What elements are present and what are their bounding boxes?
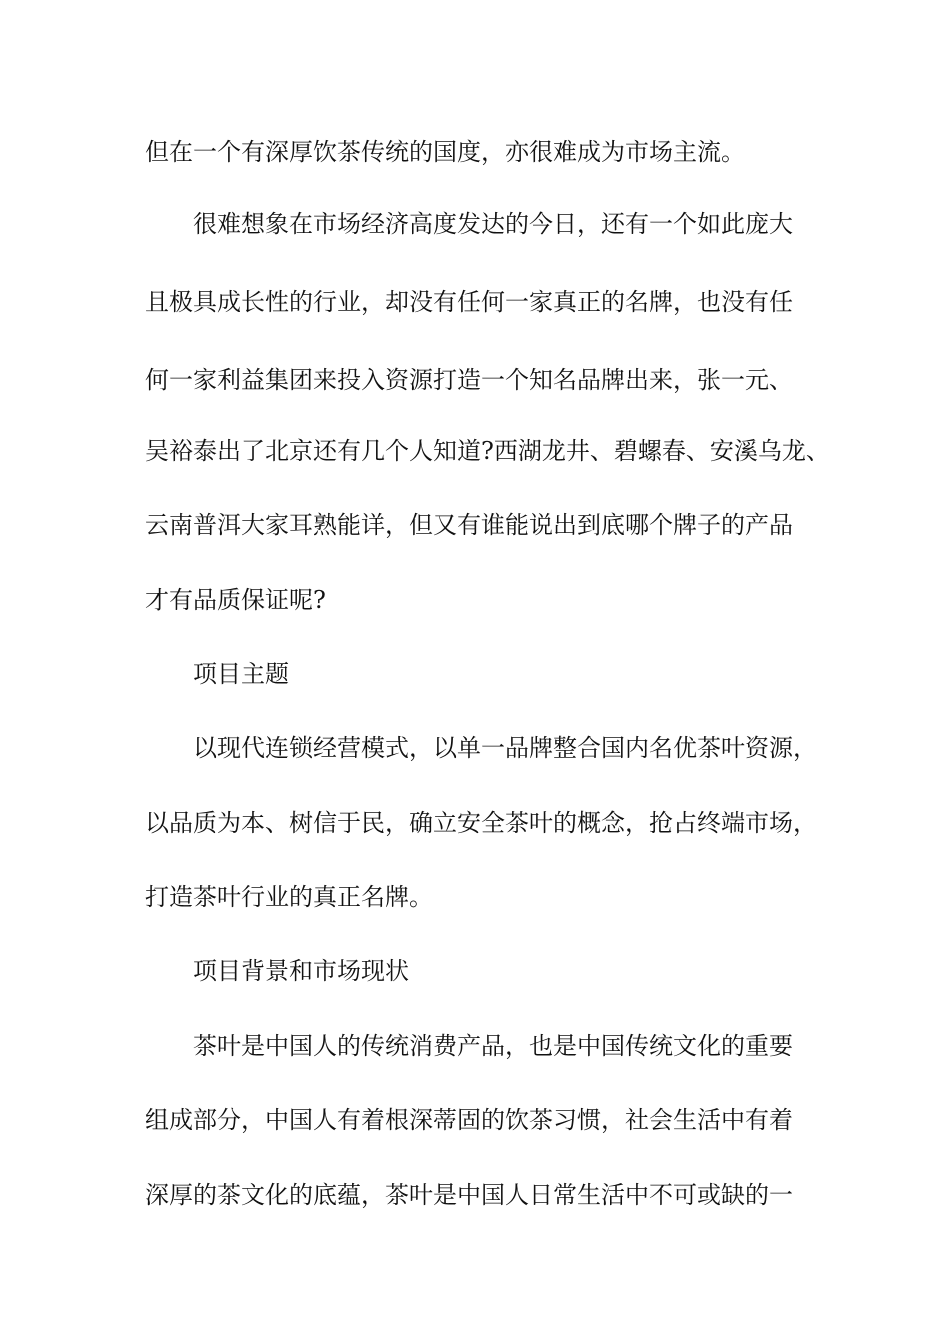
- paragraph-first-line: 很难想象在市场经济高度发达的今日，还有一个如此庞大: [193, 210, 793, 238]
- text-line: 吴裕泰出了北京还有几个人知道?西湖龙井、碧螺春、安溪乌龙、: [145, 437, 830, 465]
- paragraph-first-line: 茶叶是中国人的传统消费产品，也是中国传统文化的重要: [193, 1032, 793, 1060]
- text-line: 打造茶叶行业的真正名牌。: [145, 883, 433, 911]
- section-heading: 项目主题: [193, 660, 289, 688]
- text-line: 才有品质保证呢?: [145, 586, 326, 614]
- text-line: 但在一个有深厚饮茶传统的国度，亦很难成为市场主流。: [145, 138, 745, 166]
- text-line: 何一家利益集团来投入资源打造一个知名品牌出来，张一元、: [145, 366, 793, 394]
- text-line: 且极具成长性的行业，却没有任何一家真正的名牌，也没有任: [145, 288, 793, 316]
- text-line: 以品质为本、树信于民，确立安全茶叶的概念，抢占终端市场，: [145, 809, 817, 837]
- text-line: 云南普洱大家耳熟能详，但又有谁能说出到底哪个牌子的产品: [145, 511, 793, 539]
- text-line: 深厚的茶文化的底蕴，茶叶是中国人日常生活中不可或缺的一: [145, 1181, 793, 1209]
- text-line: 组成部分，中国人有着根深蒂固的饮茶习惯，社会生活中有着: [145, 1106, 793, 1134]
- paragraph-first-line: 以现代连锁经营模式，以单一品牌整合国内名优茶叶资源，: [193, 734, 817, 762]
- section-heading: 项目背景和市场现状: [193, 957, 409, 985]
